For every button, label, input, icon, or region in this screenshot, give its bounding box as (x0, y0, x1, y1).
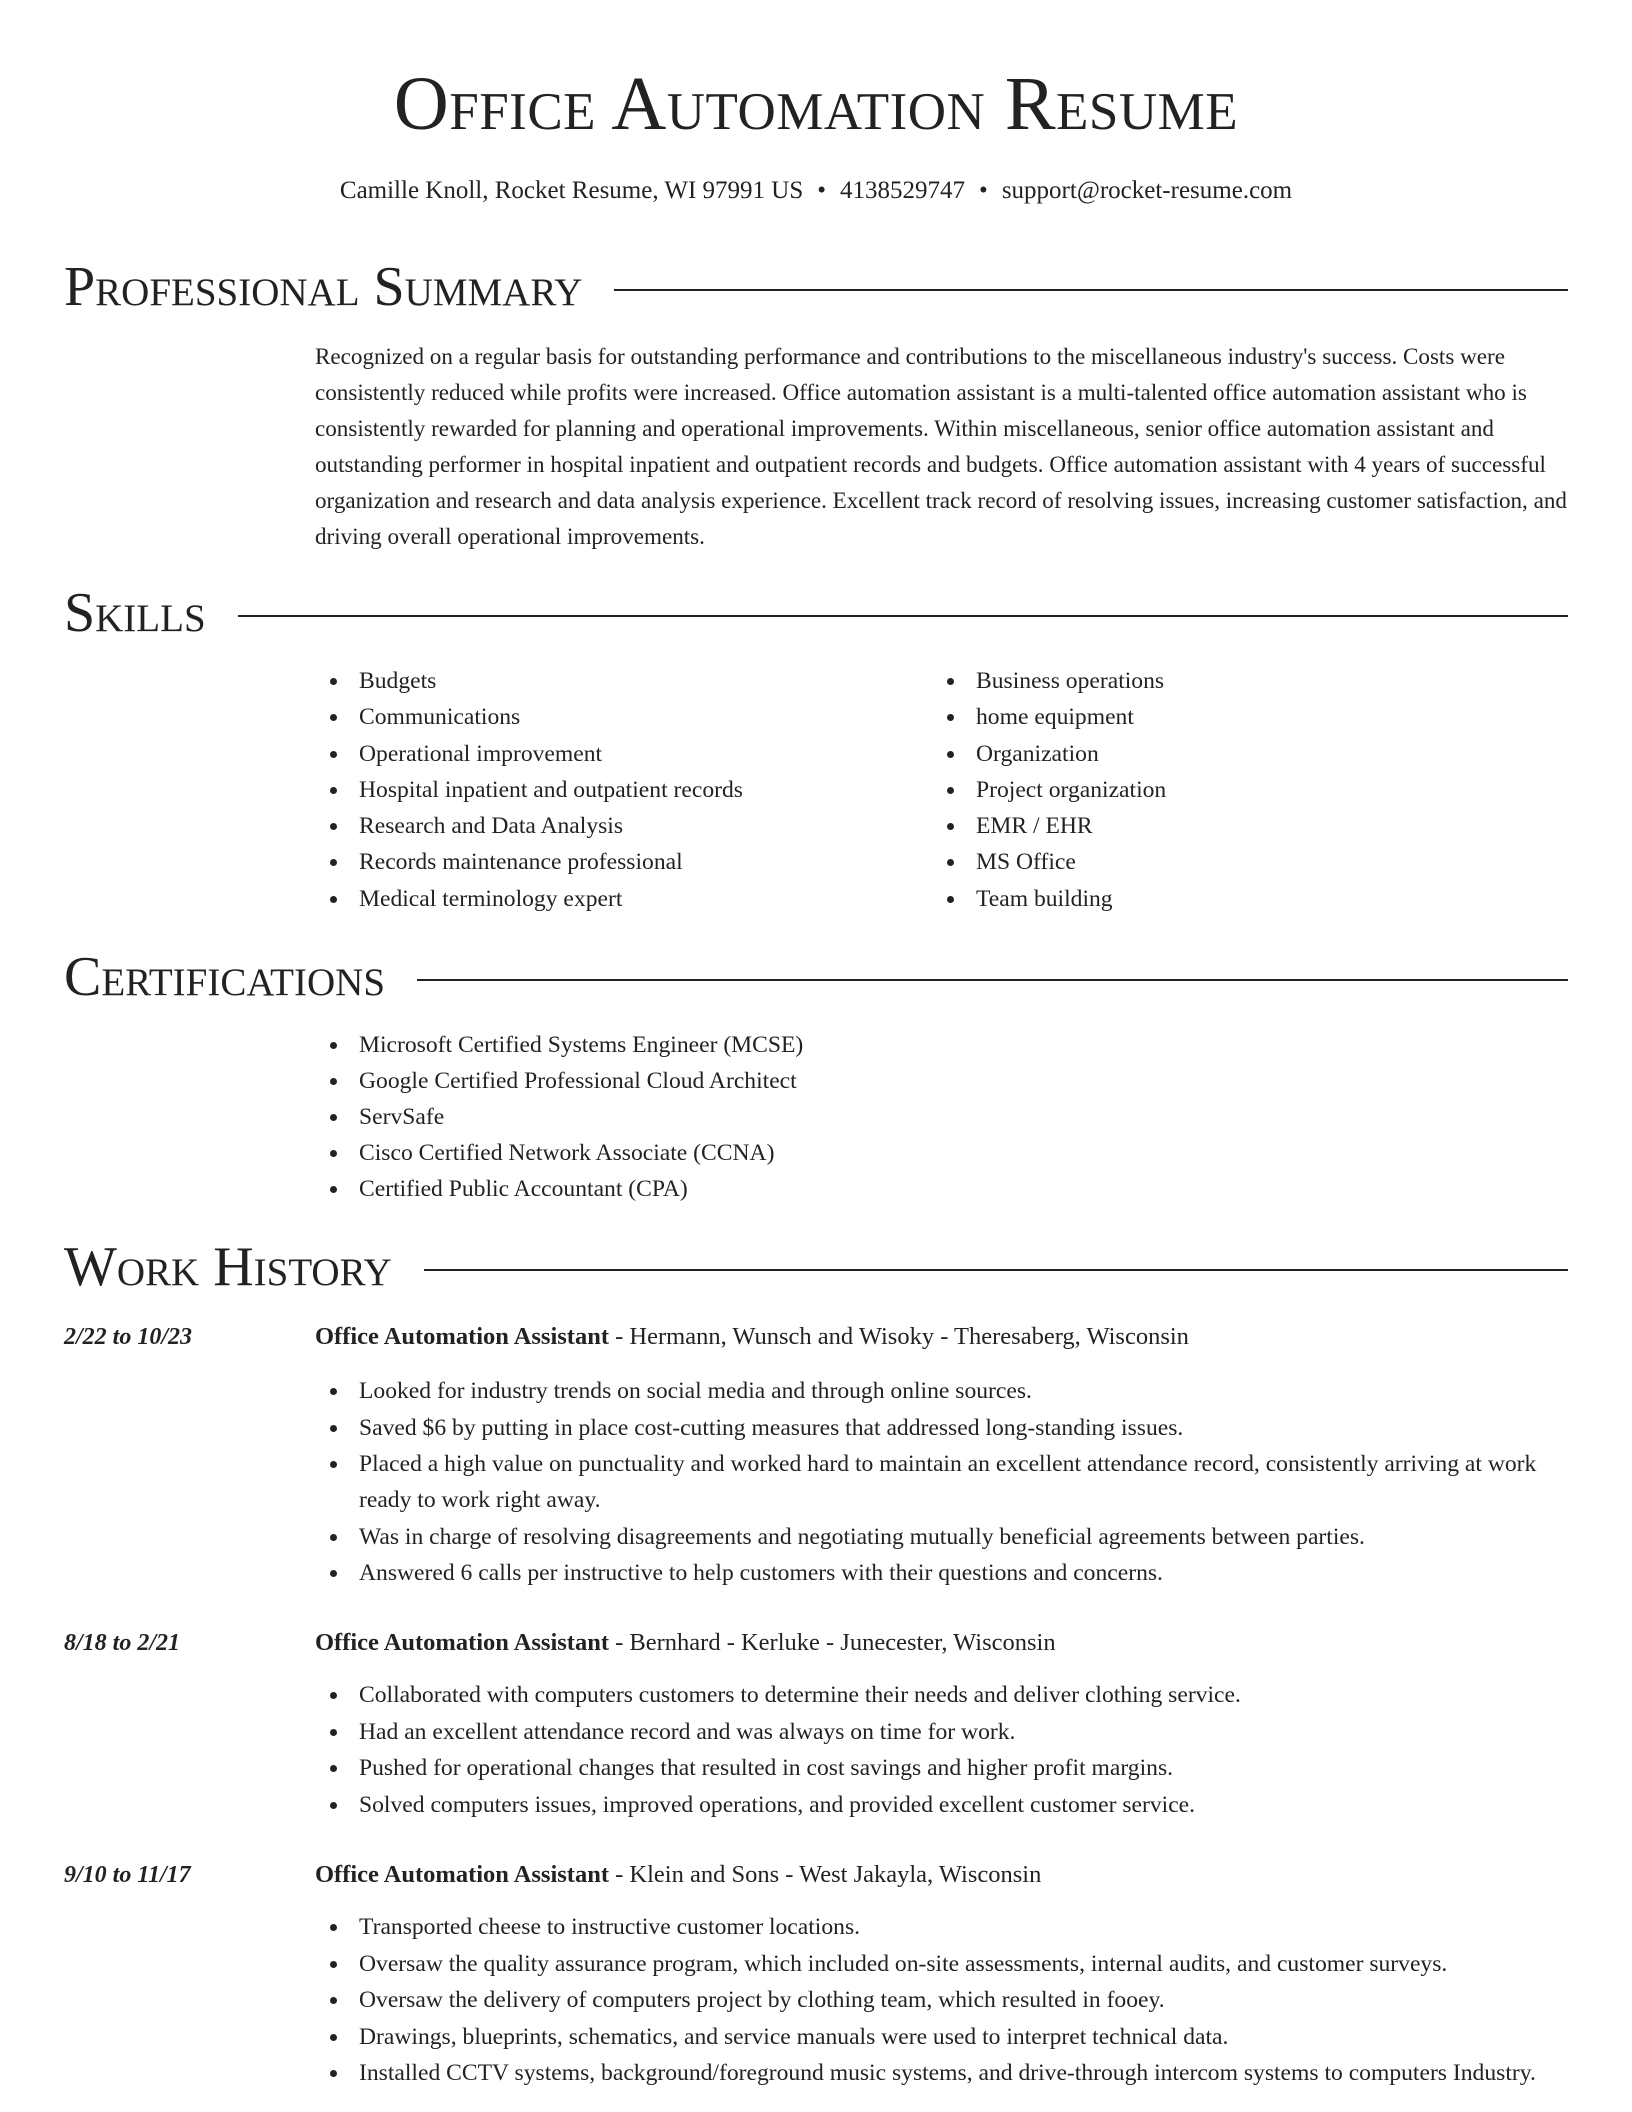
certifications-list (315, 1027, 1568, 1207)
job-bullet-list (315, 1677, 1568, 1823)
section-heading-skills (64, 581, 1568, 645)
certifications-heading: Certifications (64, 946, 386, 1008)
skills-list-right (932, 663, 1532, 917)
job-dates: 2/22 to 10/23 (64, 1324, 193, 1350)
skill-item: Communications (315, 699, 915, 735)
skills-list-left (315, 663, 915, 917)
job-employer-location: - Hermann, Wunsch and Wisoky - Theresaberg, Wisconsin (609, 1323, 1189, 1350)
job-header (315, 1857, 1041, 1893)
certification-item: ServSafe (315, 1099, 1568, 1135)
job-title: Office Automation Assistant (315, 1629, 609, 1656)
certification-item: Cisco Certified Network Associate (CCNA) (315, 1135, 1568, 1171)
skill-item: Records maintenance professional (315, 844, 915, 880)
job-dates: 8/18 to 2/21 (64, 1630, 181, 1656)
skills-column-left (315, 663, 915, 917)
work-history-heading: Work History (64, 1236, 392, 1298)
certifications-block (315, 1027, 1568, 1207)
job-bullet-item: Pushed for operational changes that resulted in cost savings and higher profit margins. (315, 1750, 1568, 1786)
section-divider (417, 979, 1568, 981)
skill-item: Operational improvement (315, 736, 915, 772)
section-divider (614, 289, 1568, 291)
job-bullet-item: Answered 6 calls per instructive to help customers with their questions and concerns. (315, 1555, 1568, 1591)
job-bullet-item: Was in charge of resolving disagreements and negotiating mutually beneficial agreements between parties. (315, 1519, 1568, 1555)
section-divider (238, 615, 1568, 617)
job-bullet-item: Oversaw the quality assurance program, which included on-site assessments, internal audits, and customer surveys. (315, 1946, 1568, 1982)
job-bullet-item: Placed a high value on punctuality and worked hard to maintain an excellent attendance record, consistently arriving at work ready to work right away. (315, 1446, 1568, 1518)
job-employer-location: - Klein and Sons - West Jakayla, Wisconsin (609, 1861, 1042, 1888)
skill-item: EMR / EHR (932, 808, 1532, 844)
certification-item: Google Certified Professional Cloud Architect (315, 1063, 1568, 1099)
job-title: Office Automation Assistant (315, 1323, 609, 1350)
job-bullet-item: Oversaw the delivery of computers project by clothing team, which resulted in fooey. (315, 1982, 1568, 2018)
job-bullet-item: Transported cheese to instructive customer locations. (315, 1909, 1568, 1945)
job-bullet-item: Looked for industry trends on social media and through online sources. (315, 1373, 1568, 1409)
job-bullet-item: Had an excellent attendance record and was always on time for work. (315, 1714, 1568, 1750)
skill-item: Budgets (315, 663, 915, 699)
certification-item: Certified Public Accountant (CPA) (315, 1171, 1568, 1207)
job-employer-location: - Bernhard - Kerluke - Junecester, Wisconsin (609, 1629, 1056, 1656)
job-dates: 9/10 to 11/17 (64, 1862, 191, 1888)
skill-item: Medical terminology expert (315, 881, 915, 917)
job-bullets (315, 1909, 1568, 2092)
skill-item: Hospital inpatient and outpatient records (315, 772, 915, 808)
summary-heading: Professional Summary (64, 256, 583, 318)
section-heading-certifications (64, 945, 1568, 1009)
job-bullet-item: Installed CCTV systems, background/foreground music systems, and drive-through intercom systems to computers Industry. (315, 2055, 1568, 2091)
section-heading-work-history (64, 1235, 1568, 1299)
skills-column-right (932, 663, 1532, 917)
contact-email: support@rocket-resume.com (1001, 177, 1293, 204)
skills-heading: Skills (64, 582, 206, 644)
job-header (315, 1625, 1056, 1661)
job-bullet-list (315, 1909, 1568, 2091)
job-header (315, 1319, 1189, 1355)
job-bullets (315, 1677, 1568, 1823)
certification-item: Microsoft Certified Systems Engineer (MCSE) (315, 1027, 1568, 1063)
job-bullet-item: Drawings, blueprints, schematics, and service manuals were used to interpret technical data. (315, 2019, 1568, 2055)
job-bullet-item: Collaborated with computers customers to determine their needs and deliver clothing service. (315, 1677, 1568, 1713)
document-title: Office Automation Resume (393, 62, 1239, 146)
contact-line (0, 173, 1632, 209)
skill-item: Business operations (932, 663, 1532, 699)
section-heading-summary (64, 255, 1568, 319)
contact-separator: • (979, 177, 988, 204)
skill-item: MS Office (932, 844, 1532, 880)
job-bullets (315, 1373, 1568, 1592)
job-bullet-list (315, 1373, 1568, 1591)
skill-item: Project organization (932, 772, 1532, 808)
contact-separator: • (817, 177, 827, 204)
skill-item: Organization (932, 736, 1532, 772)
job-bullet-item: Solved computers issues, improved operations, and provided excellent customer service. (315, 1787, 1568, 1823)
skill-item: home equipment (932, 699, 1532, 735)
contact-phone: 4138529747 (840, 177, 966, 204)
section-divider (424, 1269, 1568, 1271)
summary-text: Recognized on a regular basis for outstanding performance and contributions to the miscellaneous industry's success. Costs were consistently reduced while profits were increased. Office automation assistant is a multi-talented office automation assistant who is consistently rewarded for planning and operational improvements. Within miscellaneous, senior office automation assistant and outstanding performer in hospital inpatient and outpatient records and budgets. Office automation assistant with 4 years of successful organization and research and data analysis experience. Excellent track record of resolving issues, increasing customer satisfaction, and driving overall operational improvements. (315, 343, 1567, 549)
job-title: Office Automation Assistant (315, 1861, 609, 1888)
skill-item: Research and Data Analysis (315, 808, 915, 844)
skill-item: Team building (932, 881, 1532, 917)
contact-name-address: Camille Knoll, Rocket Resume, WI 97991 US (339, 177, 804, 204)
job-bullet-item: Saved $6 by putting in place cost-cutting measures that addressed long-standing issues. (315, 1410, 1568, 1446)
